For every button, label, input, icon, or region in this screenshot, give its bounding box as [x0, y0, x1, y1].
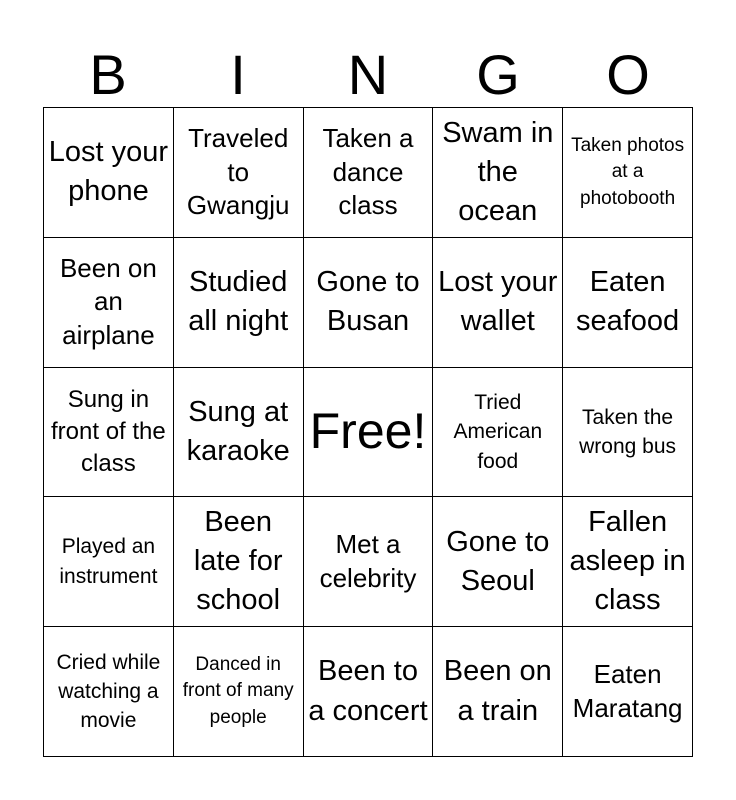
bingo-cell[interactable] [304, 627, 434, 757]
cell-text: Tried American food [453, 390, 543, 473]
bingo-cell[interactable] [174, 108, 304, 238]
cell-text: Gone to Busan [316, 266, 420, 338]
bingo-cell[interactable] [174, 368, 304, 498]
cell-text: Played an instrument [59, 535, 158, 588]
cell-text: Been on a train [443, 655, 552, 727]
cell-text: Been on an airplane [59, 252, 157, 351]
bingo-cell[interactable] [433, 368, 563, 498]
cell-text: Taken the wrong bus [579, 405, 677, 458]
bingo-cell[interactable] [433, 497, 563, 627]
cell-text: Gone to Seoul [446, 525, 550, 597]
bingo-cell[interactable] [563, 368, 693, 498]
cell-text: Free! [309, 403, 427, 460]
bingo-cell[interactable] [44, 108, 174, 238]
bingo-cell[interactable] [563, 108, 693, 238]
cell-text: Been late for school [193, 506, 283, 617]
cell-text: Taken photos at a photobooth [571, 134, 685, 209]
bingo-cell[interactable] [44, 238, 174, 368]
cell-text: Eaten seafood [575, 266, 680, 338]
cell-text: Taken a dance class [322, 122, 414, 221]
free-space-cell[interactable] [304, 368, 434, 498]
cell-text: Studied all night [188, 266, 289, 338]
bingo-cell[interactable] [304, 108, 434, 238]
header-letter-o: O [606, 43, 650, 106]
cell-text: Lost your phone [48, 136, 169, 208]
cell-text: Eaten Maratang [572, 658, 683, 723]
bingo-cell[interactable] [44, 627, 174, 757]
header-letter-g: G [476, 43, 520, 106]
bingo-cell[interactable] [304, 497, 434, 627]
cell-text: Lost your wallet [438, 266, 558, 338]
cell-text: Sung at karaoke [186, 395, 290, 467]
bingo-cell[interactable] [174, 627, 304, 757]
header-letter-i: I [230, 43, 246, 106]
bingo-cell[interactable] [174, 497, 304, 627]
cell-text: Traveled to Gwangju [186, 122, 290, 221]
bingo-cell[interactable] [563, 627, 693, 757]
bingo-cell[interactable] [563, 238, 693, 368]
bingo-header [43, 42, 693, 108]
bingo-card [43, 107, 693, 757]
bingo-cell[interactable] [433, 108, 563, 238]
cell-text: Cried while watching a movie [56, 650, 161, 733]
bingo-cell[interactable] [44, 497, 174, 627]
cell-text: Been to a concert [308, 655, 428, 727]
bingo-cell[interactable] [304, 238, 434, 368]
cell-text: Fallen asleep in class [569, 506, 686, 617]
cell-text: Swam in the ocean [442, 116, 554, 227]
bingo-cell[interactable] [433, 238, 563, 368]
cell-text: Sung in front of the class [51, 386, 166, 477]
bingo-cell[interactable] [563, 497, 693, 627]
cell-text: Met a celebrity [319, 528, 417, 593]
header-letter-n: N [347, 43, 389, 106]
header-letter-b: B [89, 43, 127, 106]
cell-text: Danced in front of many people [182, 653, 294, 728]
bingo-cell[interactable] [174, 238, 304, 368]
bingo-cell[interactable] [433, 627, 563, 757]
bingo-cell[interactable] [44, 368, 174, 498]
